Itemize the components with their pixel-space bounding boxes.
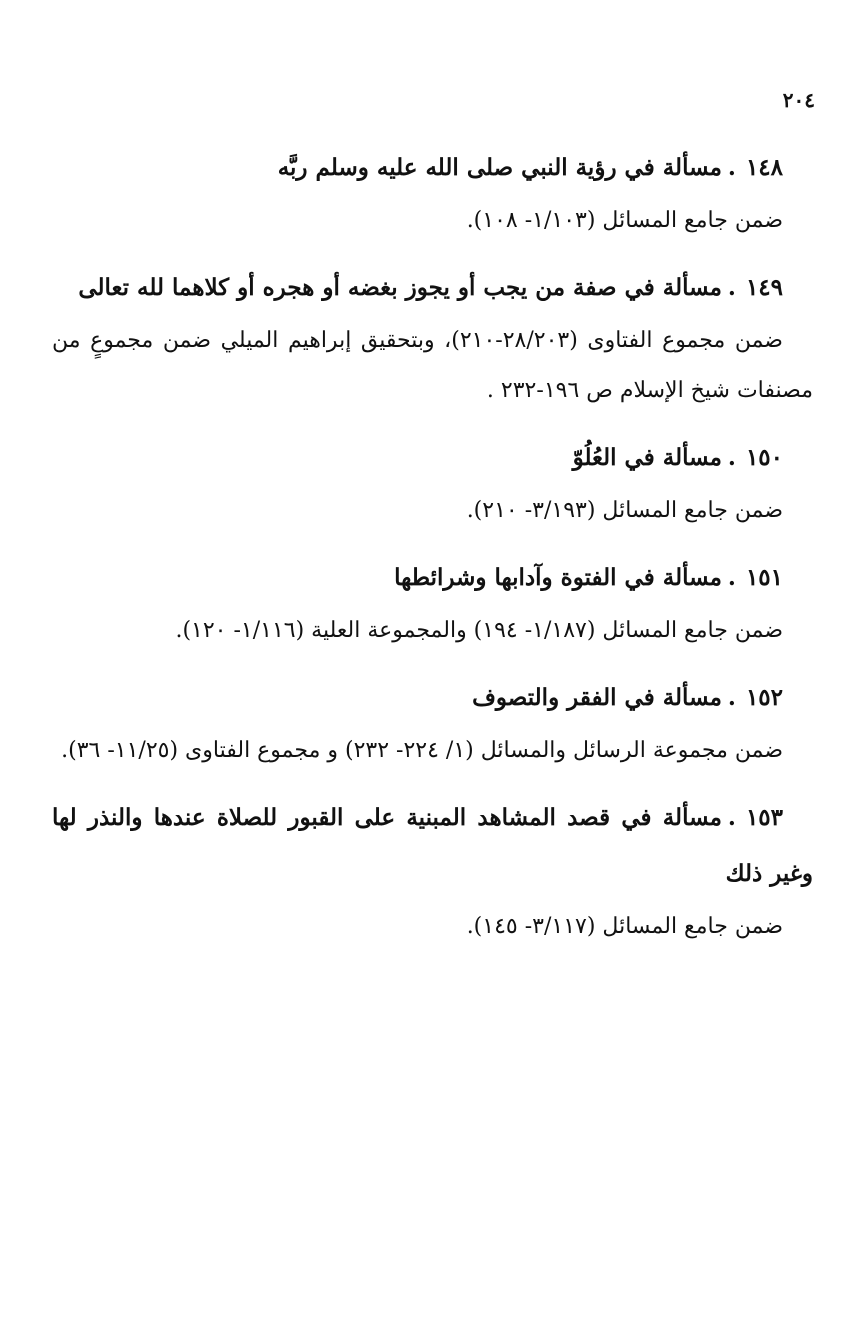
- entry-150: [52, 430, 813, 536]
- entry-title-text: مسألة في الفقر والتصوف: [472, 684, 722, 711]
- entry-title-text: مسألة في رؤية النبي صلى الله عليه وسلم ربَّه: [277, 154, 722, 181]
- entry-title-text: مسألة في الفتوة وآدابها وشرائطها: [394, 564, 722, 591]
- entry-title: [52, 260, 813, 316]
- entry-separator: .: [727, 444, 736, 471]
- entry-source: ضمن جامع المسائل (١/١٠٣- ١٠٨).: [466, 208, 783, 233]
- entry-separator: .: [727, 804, 736, 831]
- entry-title-text: مسألة في العُلُوّ: [572, 444, 722, 471]
- entry-title: [52, 550, 783, 606]
- entry-title-text: مسألة في صفة من يجب أو يجوز بغضه أو هجره أو كلاهما لله تعالى: [78, 274, 722, 301]
- entry-source: ضمن مجموعة الرسائل والمسائل (١/ ٢٢٤- ٢٣٢) و مجموع الفتاوى (١١/٢٥- ٣٦).: [61, 738, 783, 763]
- entry-title-text: مسألة في قصد المشاهد المبنية على القبور للصلاة عندها والنذر لها وغير ذلك: [52, 804, 813, 887]
- entry-153: [52, 790, 813, 952]
- entry-separator: .: [727, 274, 736, 301]
- entry-source: ضمن جامع المسائل (١/١٨٧- ١٩٤) والمجموعة العلية (١/١١٦- ١٢٠).: [175, 618, 783, 643]
- entry-number: ١٥٠: [745, 444, 783, 471]
- entry-title: [52, 140, 783, 196]
- entries-list: [52, 140, 813, 966]
- entry-152: [52, 670, 813, 776]
- entry-source: ضمن جامع المسائل (٣/١٩٣- ٢١٠).: [466, 498, 783, 523]
- entry-title: [52, 670, 783, 726]
- entry-number: ١٤٨: [745, 154, 783, 181]
- entry-number: ١٥٢: [745, 684, 783, 711]
- entry-151: [52, 550, 813, 656]
- entry-separator: .: [727, 154, 736, 181]
- entry-source: ضمن جامع المسائل (٣/١١٧- ١٤٥).: [466, 914, 783, 939]
- entry-number: ١٤٩: [745, 274, 783, 301]
- entry-title: [52, 790, 813, 902]
- entry-separator: .: [727, 564, 736, 591]
- entry-title: [52, 430, 783, 486]
- page-number: ٢٠٤: [782, 88, 815, 112]
- entry-number: ١٥١: [745, 564, 783, 591]
- entry-148: [52, 140, 813, 246]
- entry-number: ١٥٣: [745, 804, 783, 831]
- entry-149: [52, 260, 813, 416]
- entry-separator: .: [727, 684, 736, 711]
- entry-source: ضمن مجموع الفتاوى (٢٨/٢٠٣-٢١٠)، وبتحقيق إبراهيم الميلي ضمن مجموعٍ من مصنفات شيخ الإسلام ص ١٩٦-٢٣٢ .: [52, 328, 813, 403]
